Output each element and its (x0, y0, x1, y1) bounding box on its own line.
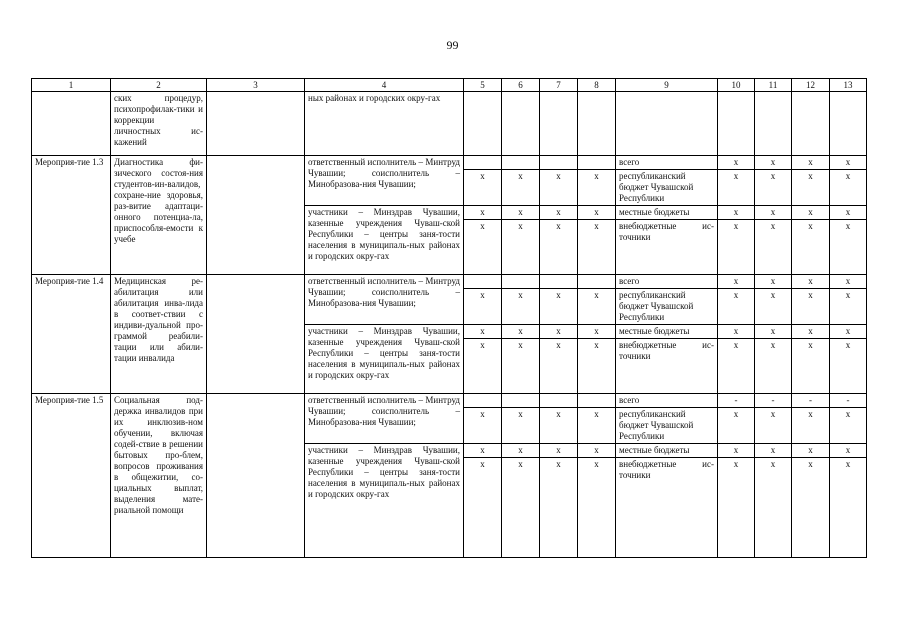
source-cell: всего (616, 394, 718, 408)
header-row (32, 79, 867, 92)
table-row: x x x x внебюджетные ис-точники x x x x (32, 339, 867, 394)
empty-cell (207, 156, 305, 275)
header-cell: 6 (502, 79, 540, 92)
header-cell: 2 (111, 79, 207, 92)
executor-cell: участники – Минздрав Чувашии, казенные учреждения Чуваш-ской Республики – центры заня-тости населения в муниципаль-ных районах и городских окру-гах (305, 444, 464, 558)
table-row: x x x x внебюджетные ис-точники x x x x (32, 220, 867, 275)
executor-cell: ответственный исполнитель – Минтруд Чувашии; соисполнитель – Минобразова-ния Чувашии; (305, 394, 464, 444)
source-cell: внебюджетные ис-точники (616, 220, 718, 275)
header-cell: 9 (616, 79, 718, 92)
table-row: x x x x республиканский бюджет Чувашской Республики x x x x (32, 408, 867, 444)
funding-table (31, 78, 867, 558)
measure-cell (32, 92, 111, 156)
measure-cell: Мероприя-тие 1.4 (32, 275, 111, 394)
source-cell: всего (616, 156, 718, 170)
source-cell: республиканский бюджет Чувашской Республики (616, 408, 718, 444)
source-cell: местные бюджеты (616, 444, 718, 458)
header-cell: 3 (207, 79, 305, 92)
header-cell: 4 (305, 79, 464, 92)
table-row: Мероприя-тие 1.5 Социальная под-держка инвалидов при их инклюзив-ном обучении, включая содей-ствие в решении бытовых про-блем, вопросов проживания в общежитии, со-циальных выплат, выделения мате-риальной помощи ответственный исполнитель – Минтруд Чувашии; соисполнитель – Минобразова-ния Чувашии; всего - - - - (32, 394, 867, 408)
measure-cell: Мероприя-тие 1.3 (32, 156, 111, 275)
empty-cell (207, 394, 305, 558)
table-row: участники – Минздрав Чувашии, казенные учреждения Чуваш-ской Республики – центры заня-тости населения в муниципаль-ных районах и городских окру-гах x x x x местные бюджеты x x x x (32, 444, 867, 458)
empty-cell (207, 275, 305, 394)
empty-cell (207, 92, 305, 156)
header-cell: 1 (32, 79, 111, 92)
table-row: участники – Минздрав Чувашии, казенные учреждения Чуваш-ской Республики – центры заня-тости населения в муниципаль-ных районах и городских окру-гах x x x x местные бюджеты x x x x (32, 325, 867, 339)
table-row: x x x x республиканский бюджет Чувашской Республики x x x x (32, 170, 867, 206)
executor-cell: участники – Минздрав Чувашии, казенные учреждения Чуваш-ской Республики – центры заня-тости населения в муниципаль-ных районах и городских окру-гах (305, 325, 464, 394)
table-row: x x x x республиканский бюджет Чувашской Республики x x x x (32, 289, 867, 325)
name-cell: ских процедур, психопрофилак-тики и коррекции личностных ис-кажений (111, 92, 207, 156)
executor-cell: участники – Минздрав Чувашии, казенные учреждения Чуваш-ской Республики – центры заня-тости населения в муниципаль-ных районах и городских окру-гах (305, 206, 464, 275)
source-cell: внебюджетные ис-точники (616, 458, 718, 558)
source-cell: местные бюджеты (616, 206, 718, 220)
header-cell: 12 (792, 79, 830, 92)
executor-cell: ных районах и городских окру-гах (305, 92, 464, 156)
name-cell: Социальная под-держка инвалидов при их инклюзив-ном обучении, включая содей-ствие в решении бытовых про-блем, вопросов проживания в общежитии, со-циальных выплат, выделения мате-риальной помощи (111, 394, 207, 558)
table-row: участники – Минздрав Чувашии, казенные учреждения Чуваш-ской Республики – центры заня-тости населения в муниципаль-ных районах и городских окру-гах x x x x местные бюджеты x x x x (32, 206, 867, 220)
source-cell: всего (616, 275, 718, 289)
header-cell: 11 (755, 79, 792, 92)
name-cell: Медицинская ре-абилитация или абилитация инва-лида в соответ-ствии с индиви-дуальной про-граммой реабили-тации или абили-тации инвалида (111, 275, 207, 394)
executor-cell: ответственный исполнитель – Минтруд Чувашии; соисполнитель – Минобразова-ния Чувашии; (305, 275, 464, 325)
name-cell: Диагностика фи-зического состоя-ния студентов-ин-валидов, сохране-ние здоровья, раз-витие адаптаци-онного потенциа-ла, приспособля-емости к учебе (111, 156, 207, 275)
table-row: x x x x внебюджетные ис-точники x x x x (32, 458, 867, 558)
header-cell: 13 (830, 79, 867, 92)
source-cell: республиканский бюджет Чувашской Республики (616, 170, 718, 206)
measure-cell: Мероприя-тие 1.5 (32, 394, 111, 558)
source-cell: республиканский бюджет Чувашской Республики (616, 289, 718, 325)
header-cell: 10 (718, 79, 755, 92)
header-cell: 5 (464, 79, 502, 92)
table-row: Мероприя-тие 1.3 Диагностика фи-зического состоя-ния студентов-ин-валидов, сохране-ние здоровья, раз-витие адаптаци-онного потенциа-ла, приспособля-емости к учебе ответственный исполнитель – Минтруд Чувашии; соисполнитель – Минобразова-ния Чувашии; всего x x x x (32, 156, 867, 170)
continuation-row (32, 92, 867, 156)
source-cell: внебюджетные ис-точники (616, 339, 718, 394)
table-row: Мероприя-тие 1.4 Медицинская ре-абилитация или абилитация инва-лида в соответ-ствии с индиви-дуальной про-граммой реабили-тации или абили-тации инвалида ответственный исполнитель – Минтруд Чувашии; соисполнитель – Минобразова-ния Чувашии; всего x x x x (32, 275, 867, 289)
executor-cell: ответственный исполнитель – Минтруд Чувашии; соисполнитель – Минобразова-ния Чувашии; (305, 156, 464, 206)
header-cell: 7 (540, 79, 578, 92)
page-number: 99 (446, 38, 459, 52)
source-cell: местные бюджеты (616, 325, 718, 339)
header-cell: 8 (578, 79, 616, 92)
